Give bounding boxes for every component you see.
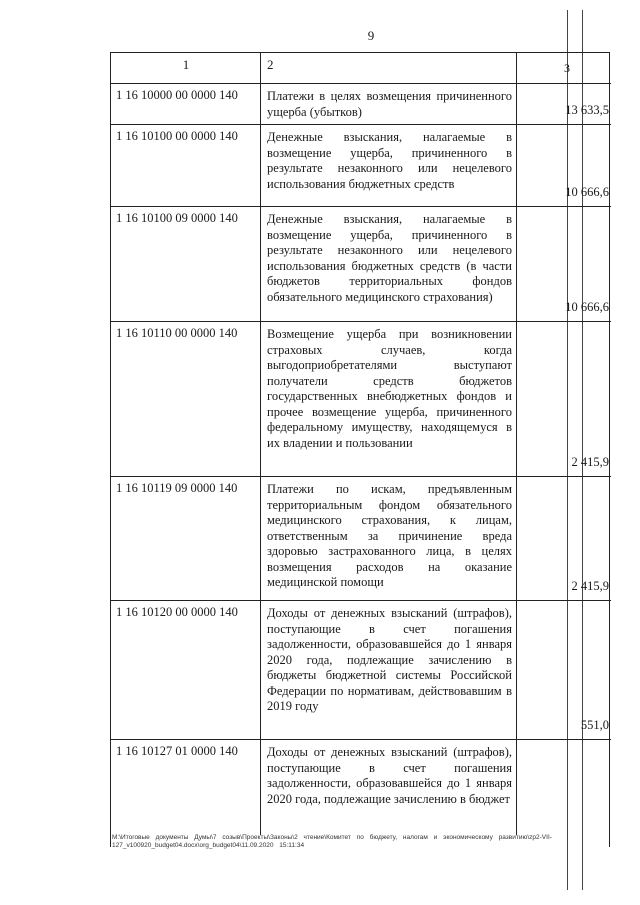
amount-cell xyxy=(517,84,611,124)
income-description: Платежи в целях возмещения причиненного ущерба (убытков) xyxy=(261,84,517,124)
budget-code: 1 16 10119 09 0000 140 xyxy=(111,477,261,600)
table-row xyxy=(111,477,611,601)
footer-path-line-2: 127_v100920_budget04.docx\org_budget04\11.09.2020 15:11:34 xyxy=(112,842,305,849)
table-row xyxy=(111,84,611,125)
page-number: 9 xyxy=(367,28,375,43)
income-description: Денежные взыскания, налагаемые в возмещение ущерба, причиненного в результате незаконного или нецелевого использования бюджетных средств (в части бюджетов территориальных фондов обязательного медицинского страхования) xyxy=(261,207,517,321)
income-description: Доходы от денежных взысканий (штрафов), поступающие в счет погашения задолженности, образовавшейся до 1 января 2020 года, подлежащие зачислению в бюджеты бюджетной системы Российской Федерации по нормативам, действовавшим в 2019 году xyxy=(261,601,517,739)
amount-cell xyxy=(517,207,611,321)
table-row xyxy=(111,740,611,835)
income-description: Возмещение ущерба при возникновении страховых случаев, когда выгодоприобретателями выступают получатели средств бюджетов государственных внебюджетных фондов и прочее возмещение ущерба, причиненного федеральному имуществу, находящемуся в их владении и пользовании xyxy=(261,322,517,476)
budget-code: 1 16 10120 00 0000 140 xyxy=(111,601,261,739)
table-row xyxy=(111,125,611,207)
table-row xyxy=(111,322,611,477)
amount-cell xyxy=(517,740,611,835)
table-header-row xyxy=(111,53,611,84)
header-col-1: 1 xyxy=(111,53,261,83)
amount-value: 13 633,5 xyxy=(565,103,609,117)
revenue-table xyxy=(110,52,610,847)
budget-code: 1 16 10100 00 0000 140 xyxy=(111,125,261,206)
budget-code: 1 16 10127 01 0000 140 xyxy=(111,740,261,835)
header-col-2: 2 xyxy=(261,53,517,83)
amount-value: 2 415,9 xyxy=(571,455,609,469)
budget-code: 1 16 10100 09 0000 140 xyxy=(111,207,261,321)
header-col-3: 3 xyxy=(564,61,570,75)
footer-path-line-1: М:\Итоговые документы Думы\7 созыв\Проекты\Законы\2 чтение\Комитет по бюджету, налогам и экономическому развитию\zp2-VII- xyxy=(112,834,552,841)
budget-code: 1 16 10000 00 0000 140 xyxy=(111,84,261,124)
amount-cell xyxy=(517,601,611,739)
amount-value: 2 415,9 xyxy=(571,579,609,593)
amount-value: 551,0 xyxy=(580,718,609,732)
amount-value: 10 666,6 xyxy=(565,300,609,314)
income-description: Доходы от денежных взысканий (штрафов), поступающие в счет погашения задолженности, образовавшейся до 1 января 2020 года, подлежащие зачислению в бюджет xyxy=(261,740,517,835)
amount-cell xyxy=(517,477,611,600)
amount-cell xyxy=(517,125,611,206)
income-description: Денежные взыскания, налагаемые в возмещение ущерба, причиненного в результате незаконного или нецелевого использования бюджетных средств xyxy=(261,125,517,206)
document-path-footer xyxy=(112,834,632,850)
income-description: Платежи по искам, предъявленным территориальным фондом обязательного медицинского страхования, к лицам, ответственным за причинение вреда здоровью застрахованного лица, в целях возмещения расходов на оказание медицинской помощи xyxy=(261,477,517,600)
amount-value: 10 666,6 xyxy=(565,185,609,199)
budget-code: 1 16 10110 00 0000 140 xyxy=(111,322,261,476)
table-row xyxy=(111,601,611,740)
amount-cell xyxy=(517,322,611,476)
table-row xyxy=(111,207,611,322)
